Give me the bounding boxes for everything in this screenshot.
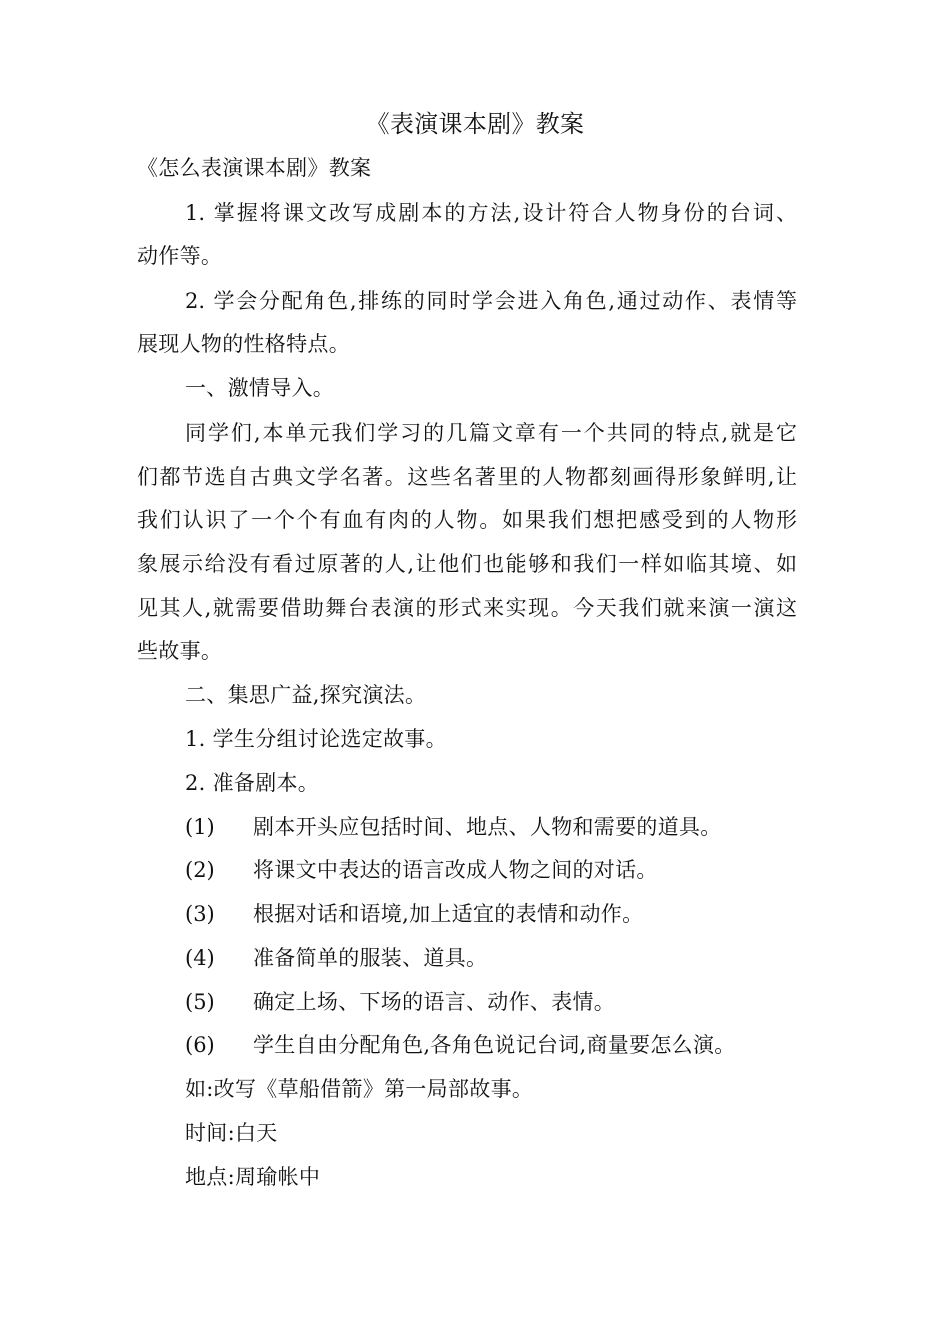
sub-item-number: (3)	[185, 902, 215, 926]
step-1: 1. 学生分组讨论选定故事。	[185, 727, 447, 751]
sub-item-text: 学生自由分配角色,各角色说记台词,商量要怎么演。	[253, 1033, 736, 1057]
step-2: 2. 准备剧本。	[185, 771, 320, 795]
intro-line-5: 见其人,就需要借助舞台表演的形式来实现。今天我们就来演一演这	[137, 596, 797, 620]
section-1-heading: 一、激情导入。	[185, 376, 335, 400]
sub-item-text: 将课文中表达的语言改成人物之间的对话。	[253, 858, 658, 882]
document-subtitle: 《怎么表演课本剧》教案	[137, 156, 372, 180]
goal-2-line-1: 2. 学会分配角色,排练的同时学会进入角色,通过动作、表情等	[185, 289, 797, 313]
place-line: 地点:周瑜帐中	[185, 1165, 321, 1189]
intro-line-4: 象展示给没有看过原著的人,让他们也能够和我们一样如临其境、如	[137, 552, 797, 576]
intro-line-6: 些故事。	[137, 639, 223, 663]
sub-item-number: (2)	[185, 858, 215, 882]
intro-line-3: 我们认识了一个个有血有肉的人物。如果我们想把感受到的人物形	[137, 508, 797, 532]
sub-item-text: 确定上场、下场的语言、动作、表情。	[253, 990, 616, 1014]
intro-line-1: 同学们,本单元我们学习的几篇文章有一个共同的特点,就是它	[185, 421, 797, 445]
goal-1-line-2: 动作等。	[137, 244, 223, 268]
goal-2-line-2: 展现人物的性格特点。	[137, 332, 350, 356]
goal-1-line-1: 1. 掌握将课文改写成剧本的方法,设计符合人物身份的台词、	[185, 201, 797, 225]
sub-item-number: (5)	[185, 990, 215, 1014]
sub-item-text: 根据对话和语境,加上适宜的表情和动作。	[253, 902, 644, 926]
sub-item-number: (4)	[185, 946, 215, 970]
document-title: 《表演课本剧》教案	[365, 110, 585, 138]
sub-item-text: 准备简单的服装、道具。	[253, 946, 488, 970]
example-line: 如:改写《草船借箭》第一局部故事。	[185, 1077, 534, 1101]
sub-item-number: (1)	[185, 815, 215, 839]
intro-line-2: 们都节选自古典文学名著。这些名著里的人物都刻画得形象鲜明,让	[137, 465, 797, 489]
section-2-heading: 二、集思广益,探究演法。	[185, 683, 427, 707]
time-line: 时间:白天	[185, 1121, 278, 1145]
sub-item-text: 剧本开头应包括时间、地点、人物和需要的道具。	[253, 815, 722, 839]
sub-item-number: (6)	[185, 1033, 215, 1057]
